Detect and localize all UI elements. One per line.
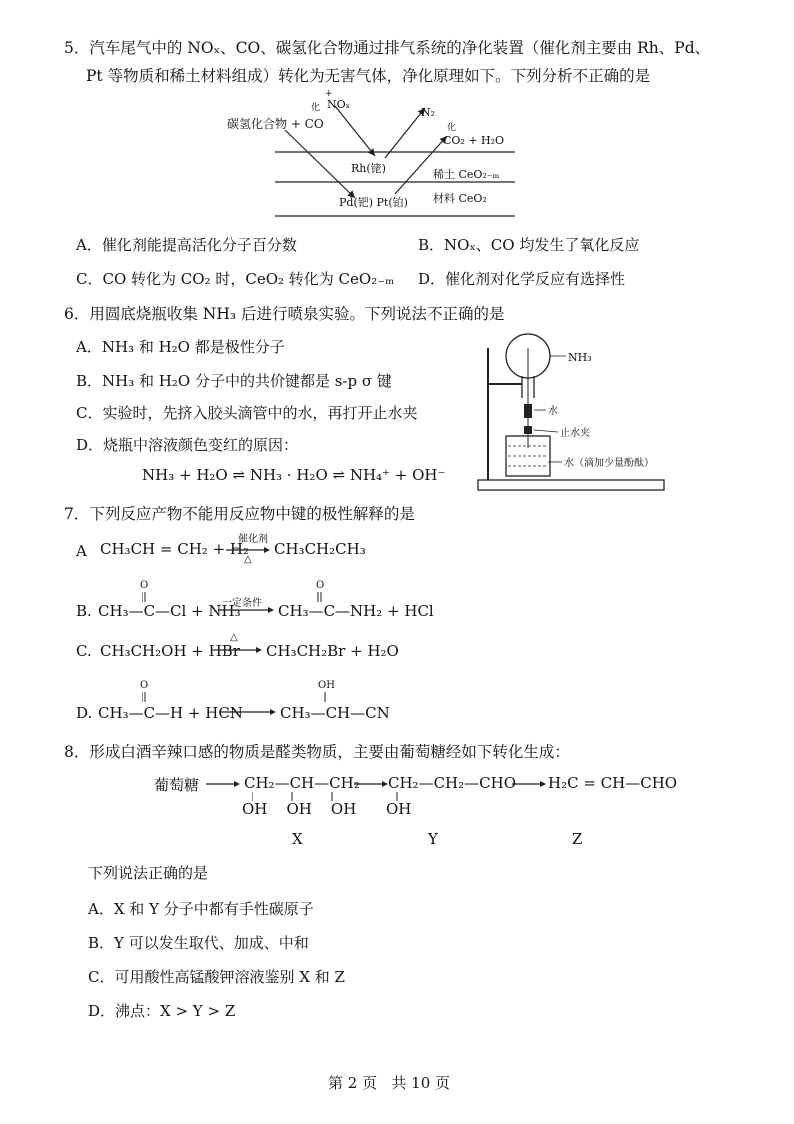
q8-option-b: B．Y 可以发生取代、加成、中和 bbox=[88, 934, 309, 952]
compound-x-hydroxyls: OH OH OH bbox=[242, 800, 357, 818]
co2-h2o-label: CO₂ + H₂O bbox=[443, 134, 505, 147]
material-label: 材料 CeO₂ bbox=[433, 192, 487, 205]
compound-x-chain: CH₂—CH—CH₂ bbox=[244, 774, 360, 792]
label-z: Z bbox=[572, 830, 583, 848]
q7-a-arrow-icon bbox=[226, 546, 270, 554]
q8-prompt: 下列说法正确的是 bbox=[88, 864, 209, 882]
clamp-label: 止水夹 bbox=[560, 428, 590, 439]
handwritten-mark-3: 化 bbox=[447, 123, 457, 133]
q7-option-b-reactants: CH₃—C—Cl + NH₃ bbox=[98, 602, 241, 620]
q6-option-d: D．烧瓶中溶液颜色变红的原因： bbox=[76, 436, 299, 454]
q5-option-c: C．CO 转化为 CO₂ 时，CeO₂ 转化为 CeO₂₋ₘ bbox=[76, 270, 395, 288]
label-x: X bbox=[292, 830, 303, 848]
q5-stem-line1: 5．汽车尾气中的 NOₓ、CO、碳氢化合物通过排气系统的净化装置（催化剂主要由 Rh、Pd、 bbox=[64, 39, 711, 57]
q7-d-arrow-icon bbox=[220, 708, 276, 716]
fountain-apparatus-figure bbox=[470, 328, 680, 496]
y-to-z-arrow-icon bbox=[512, 780, 546, 788]
x-to-y-arrow-icon bbox=[354, 780, 388, 788]
q7-c-heat: △ bbox=[230, 632, 238, 643]
q7-d-oxygen: O bbox=[140, 680, 149, 691]
handwritten-mark-2: + bbox=[325, 89, 333, 99]
q7-option-c-label: C. bbox=[76, 642, 92, 660]
water-label: 水 bbox=[548, 406, 558, 417]
label-y: Y bbox=[428, 830, 438, 848]
q6-option-c: C．实验时，先挤入胶头滴管中的水，再打开止水夹 bbox=[76, 404, 418, 422]
glucose-label: 葡萄糖 bbox=[154, 776, 200, 794]
q5-option-a: A．催化剂能提高活化分子百分数 bbox=[76, 236, 297, 254]
nox-label: NOₓ bbox=[327, 98, 351, 111]
compound-z: H₂C = CH—CHO bbox=[548, 774, 678, 792]
q7-option-a-label: A bbox=[76, 542, 87, 560]
q8-option-a: A．X 和 Y 分子中都有手性碳原子 bbox=[88, 900, 314, 918]
n2-label: N₂ bbox=[421, 106, 436, 119]
glucose-to-x-arrow-icon bbox=[206, 780, 240, 788]
hc-co-label: 碳氢化合物 + CO bbox=[227, 117, 324, 131]
q7-d-bonds bbox=[142, 692, 332, 704]
q7-option-d-label: D. bbox=[76, 704, 93, 722]
q6-option-a: A．NH₃ 和 H₂O 都是极性分子 bbox=[76, 338, 285, 356]
q5-stem-line2: Pt 等物质和稀土材料组成）转化为无害气体，净化原理如下。下列分析不正确的是 bbox=[86, 67, 651, 85]
q7-option-a-product: CH₃CH₂CH₃ bbox=[274, 540, 366, 558]
q7-stem: 7．下列反应产物不能用反应物中键的极性解释的是 bbox=[64, 505, 415, 523]
q7-option-d-reactants: CH₃—C—H + HCN bbox=[98, 704, 243, 722]
q7-a-catalyst: 催化剂 bbox=[238, 534, 268, 545]
q7-option-b-label: B. bbox=[76, 602, 92, 620]
q7-d-hydroxyl: OH bbox=[318, 680, 335, 691]
q8-stem: 8．形成白酒辛辣口感的物质是醛类物质，主要由葡萄糖经如下转化生成： bbox=[64, 743, 570, 761]
q7-b-arrow-icon bbox=[218, 606, 274, 614]
compound-y-hydroxyl: OH bbox=[386, 800, 412, 818]
q6-equation: NH₃ + H₂O ⇌ NH₃ · H₂O ⇌ NH₄⁺ + OH⁻ bbox=[142, 466, 446, 484]
q7-option-c-products: CH₃CH₂Br + H₂O bbox=[266, 642, 399, 660]
rh-label: Rh(铑) bbox=[351, 162, 386, 175]
q7-option-c-reactants: CH₃CH₂OH + HBr bbox=[100, 642, 240, 660]
q8-option-d: D．沸点：X > Y > Z bbox=[88, 1002, 236, 1020]
handwritten-mark-1: 化 bbox=[311, 103, 321, 113]
rare-earth-label: 稀土 CeO₂₋ₘ bbox=[433, 168, 500, 181]
q7-b-condition: 一定条件 bbox=[222, 598, 262, 609]
q8-option-c: C．可用酸性高锰酸钾溶液鉴别 X 和 Z bbox=[88, 968, 345, 986]
q6-stem: 6．用圆底烧瓶收集 NH₃ 后进行喷泉实验。下列说法不正确的是 bbox=[64, 305, 505, 323]
compound-y-chain: CH₂—CH₂—CHO bbox=[388, 774, 516, 792]
q7-option-b-products: CH₃—C—NH₂ + HCl bbox=[278, 602, 434, 620]
q6-option-b: B．NH₃ 和 H₂O 分子中的共价键都是 s-p σ 键 bbox=[76, 372, 392, 390]
q5-option-d: D．催化剂对化学反应有选择性 bbox=[418, 270, 626, 288]
q7-b-oxygen-2: O bbox=[316, 580, 325, 591]
q5-catalyst-diagram bbox=[215, 86, 535, 226]
nh3-label: NH₃ bbox=[568, 351, 592, 364]
q7-a-heat: △ bbox=[244, 554, 252, 565]
q7-b-oxygen-1: O bbox=[140, 580, 149, 591]
page-footer: 第 2 页 共 10 页 bbox=[328, 1074, 451, 1092]
water-phenolphthalein-label: 水（滴加少量酚酞） bbox=[564, 458, 654, 469]
pd-pt-label: Pd(钯) Pt(铂) bbox=[339, 196, 408, 209]
q7-option-d-product: CH₃—CH—CN bbox=[280, 704, 390, 722]
q5-option-b: B．NOₓ、CO 均发生了氧化反应 bbox=[418, 236, 640, 254]
q7-c-arrow-icon bbox=[214, 646, 262, 654]
q7-option-a-reactants: CH₃CH = CH₂ + H₂ bbox=[100, 540, 250, 558]
